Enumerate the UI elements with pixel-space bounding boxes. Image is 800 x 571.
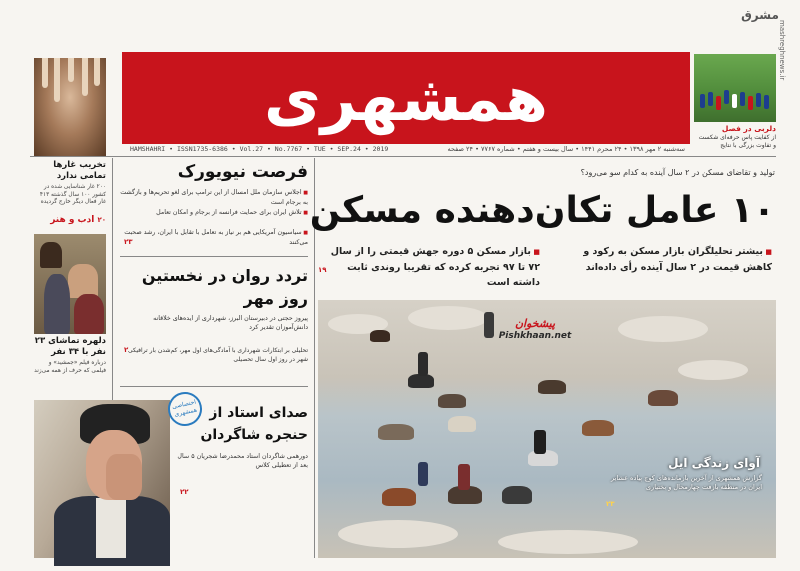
story-traffic-text: پیروز حجتی در دبیرستان البرز، شهرداری از ایده‌های خلاقانه دانش‌آموزان تقدیر کرد (153, 315, 308, 331)
story-music-page: ۲۲ (180, 488, 189, 496)
story-traffic-continuation: تحلیلی بر ابتکارات شهرداری با آمادگی‌های اول مهر، کم‌شدن بار ترافیکی شهر در روز اول سال تحصیلی (128, 347, 308, 363)
main-kicker: تولید و تقاضای مسکن در ۲ سال آینده به کدام سو می‌رود؟ (580, 168, 775, 177)
photo-watermark-logo (480, 318, 590, 348)
section-page-number: ۲۰ (97, 216, 106, 224)
story-newyork-bullet-3: ■ سیاسیون آمریکایی هم بر نیاز به تعامل با تقابل با ایران، رشد صحبت می‌کنند (120, 228, 308, 246)
photo-watermark-text: پیشخوان (514, 317, 556, 330)
watermark-logo: مشرق (741, 8, 779, 22)
story-divider (120, 256, 308, 257)
story-newyork-bullet-1: ■ اجلاس سازمان ملل امسال از این ترامپ برای لغو تحریم‌ها و بازگشت به برجام است (120, 188, 308, 206)
story-music-headline: صدای استاد از حنجره شاگردان (200, 405, 308, 443)
masthead-title: همشهری (122, 52, 690, 144)
main-sub-right: ■ بیشتر تحلیلگران بازار مسکن به رکود و کاهش قیمت در ۲ سال آینده رأی داده‌اند (552, 244, 772, 280)
football-caption-text: از کفایت پاس حرفه‌ای شکست و تفاوت بزرگی با نتایج (698, 134, 776, 149)
masthead-issn: HAMSHAHRI • ISSN1735-6386 • Vol.27 • No.7767 • TUE • SEP.24 • 2019 (130, 145, 389, 153)
cave-photo (34, 58, 106, 156)
story-newyork-page: ۲۳ (124, 238, 133, 246)
story-traffic-page: ۲ (124, 346, 129, 354)
photo-watermark-site: Pishkhaan.net (498, 331, 572, 341)
story-divider-2 (120, 386, 308, 387)
film-story-title: دلهره تماشای ۲۳ نفر با ۳۴ نفر (34, 336, 106, 357)
football-photo (694, 54, 776, 122)
masthead-divider (30, 156, 776, 157)
main-sub-left: ■ بازار مسکن ۵ دوره جهش قیمتی را از سال ۷۲ تا ۹۷ تجربه کرده که تقریبا روندی ثابت داشته است (320, 244, 540, 280)
film-photo (34, 234, 106, 334)
main-headline: ۱۰ عامل تکان‌دهنده مسکن (309, 190, 775, 231)
story-newyork-headline: فرصت نیویورک (177, 162, 308, 182)
photo-caption-text: گزارش همشهری از آخرین بازمانده‌های کوچ پیاده عشایر ایران در منطقه بازفت چهارمحال و بختیاری (610, 474, 762, 491)
watermark-site: mashreghnews.ir (778, 20, 786, 81)
masthead-date: سه‌شنبه ۲ مهر ۱۳۹۸ • ۲۴ محرم ۱۴۴۱ • سال بیست و هفتم • شماره ۷۷۶۷ • ۲۴ صفحه (447, 145, 685, 153)
football-caption-title: دلربی در فصل (721, 124, 776, 133)
cave-story-title: تخریب غارها تمامی ندارد (53, 160, 106, 181)
story-newyork-bullet-2: ■ تلاش ایران برای حمایت فرانسه از برجام و امکان تعامل (120, 208, 308, 226)
exclusive-stamp: اختصاصی همشهری (165, 389, 205, 429)
photo-caption-page: ۲۳ (606, 500, 615, 508)
section-label-art (34, 215, 106, 227)
story-music-text: دورهمی شاگردان استاد محمدرضا شجریان ۵ سال بعد از تعطیلی کلاس (177, 453, 308, 469)
photo-caption-title: آوای زندگی ایل (668, 456, 760, 470)
main-sub-left-page: ۱۹ (318, 266, 327, 274)
film-story-text: درباره فیلم «جمشید» و فیلمی که حرف از همه می‌زند (34, 360, 106, 374)
cave-story-text: ۲۰۰ غار شناسایی شده در کشور ۱۰۰ سال گذشته ۴۱۳ غار فعال دیگر خارج گردیده (39, 184, 106, 205)
section-label: ادب و هنر (50, 215, 95, 225)
portrait-photo (34, 400, 170, 558)
story-traffic-headline: تردد روان در نخستین روز مهر (141, 266, 308, 308)
